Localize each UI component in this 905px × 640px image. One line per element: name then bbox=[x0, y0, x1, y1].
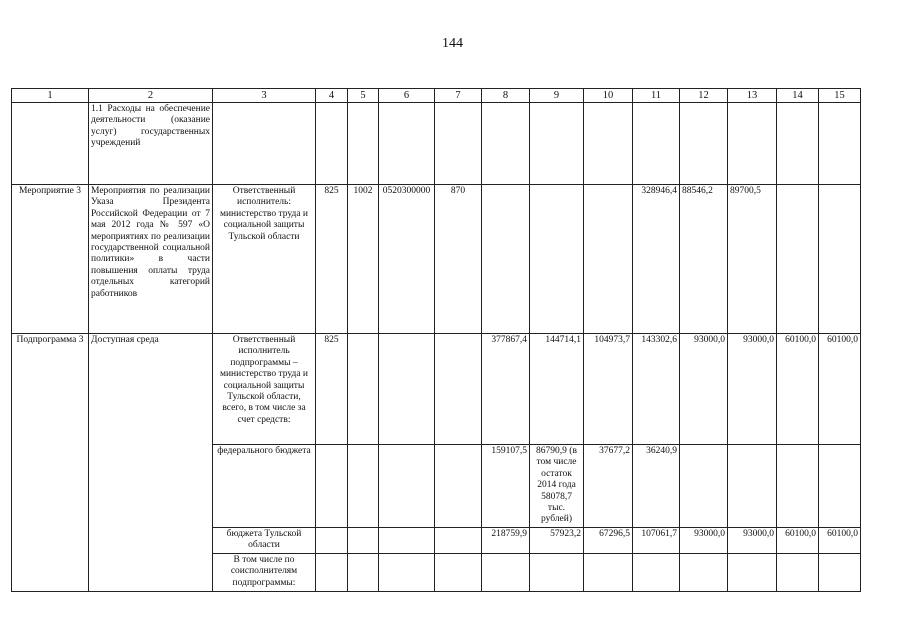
cell-c11: 143302,6 bbox=[633, 334, 680, 445]
table-row bbox=[12, 334, 861, 445]
cell-c10 bbox=[584, 185, 633, 334]
cell-c4 bbox=[316, 553, 348, 591]
cell-c9: 57923,2 bbox=[530, 527, 584, 553]
cell bbox=[680, 103, 728, 185]
cell-c4 bbox=[316, 445, 348, 528]
cell-c13: 93000,0 bbox=[728, 527, 777, 553]
subprogram-executor: Ответственный исполнитель подпрограммы – министерство труда и социальной защиты Тульской области, всего, в том числе за счет средств: bbox=[213, 334, 316, 445]
cell-c14 bbox=[777, 445, 819, 528]
column-header: 8 bbox=[482, 89, 530, 103]
cell bbox=[435, 103, 482, 185]
column-header: 12 bbox=[680, 89, 728, 103]
cell-c13: 89700,5 bbox=[728, 185, 777, 334]
column-header: 4 bbox=[316, 89, 348, 103]
cell-c11: 328946,4 bbox=[633, 185, 680, 334]
cell-c6 bbox=[379, 445, 435, 528]
cell-c7 bbox=[435, 334, 482, 445]
cell-c6 bbox=[379, 334, 435, 445]
cell bbox=[819, 103, 861, 185]
cell-c12 bbox=[680, 445, 728, 528]
cell-c8: 377867,4 bbox=[482, 334, 530, 445]
cell-c5 bbox=[348, 445, 379, 528]
column-number-row bbox=[12, 89, 861, 103]
row-name: 1.1 Расходы на обеспечение деятельности (оказание услуг) государственных учреждений bbox=[89, 103, 213, 185]
cell-c4: 825 bbox=[316, 185, 348, 334]
measure-executor: Ответственный исполнитель: министерство труда и социальной защиты Тульской области bbox=[213, 185, 316, 334]
funding-source: федерального бюджета bbox=[213, 445, 316, 528]
column-header: 6 bbox=[379, 89, 435, 103]
column-header: 9 bbox=[530, 89, 584, 103]
cell-c12 bbox=[680, 553, 728, 591]
cell bbox=[316, 103, 348, 185]
funding-source: бюджета Тульской области bbox=[213, 527, 316, 553]
cell bbox=[379, 103, 435, 185]
cell-c14: 60100,0 bbox=[777, 334, 819, 445]
cell bbox=[777, 103, 819, 185]
cell-c9 bbox=[530, 553, 584, 591]
cell-c12: 93000,0 bbox=[680, 334, 728, 445]
cell-c7 bbox=[435, 527, 482, 553]
cell bbox=[633, 103, 680, 185]
page-number: 144 bbox=[442, 36, 463, 51]
cell bbox=[530, 103, 584, 185]
column-header: 2 bbox=[89, 89, 213, 103]
cell-c5: 1002 bbox=[348, 185, 379, 334]
column-header: 1 bbox=[12, 89, 89, 103]
subprogram-name: Доступная среда bbox=[89, 334, 213, 592]
cell-c15: 60100,0 bbox=[819, 527, 861, 553]
cell-c4 bbox=[316, 527, 348, 553]
cell-c7 bbox=[435, 445, 482, 528]
cell-c15 bbox=[819, 553, 861, 591]
table-row bbox=[12, 103, 861, 185]
cell-c10: 67296,5 bbox=[584, 527, 633, 553]
cell-c13 bbox=[728, 445, 777, 528]
cell-c4: 825 bbox=[316, 334, 348, 445]
cell-c5 bbox=[348, 334, 379, 445]
cell-c15 bbox=[819, 445, 861, 528]
cell-c12: 88546,2 bbox=[680, 185, 728, 334]
column-header: 10 bbox=[584, 89, 633, 103]
cell-c8 bbox=[482, 185, 530, 334]
cell-c15: 60100,0 bbox=[819, 334, 861, 445]
cell bbox=[728, 103, 777, 185]
cell-c11 bbox=[633, 553, 680, 591]
column-header: 13 bbox=[728, 89, 777, 103]
budget-table bbox=[11, 88, 861, 592]
cell-c10: 104973,7 bbox=[584, 334, 633, 445]
cell-c13: 93000,0 bbox=[728, 334, 777, 445]
cell-c14 bbox=[777, 185, 819, 334]
cell-c6: 0520300000 bbox=[379, 185, 435, 334]
cell-c7 bbox=[435, 553, 482, 591]
subprogram-label: Подпрограмма 3 bbox=[12, 334, 89, 592]
column-header: 14 bbox=[777, 89, 819, 103]
cell bbox=[213, 103, 316, 185]
cell-c9: 144714,1 bbox=[530, 334, 584, 445]
cell-c10: 37677,2 bbox=[584, 445, 633, 528]
cell-c7: 870 bbox=[435, 185, 482, 334]
cell bbox=[348, 103, 379, 185]
cell-c11: 36240,9 bbox=[633, 445, 680, 528]
cell-c12: 93000,0 bbox=[680, 527, 728, 553]
measure-name: Мероприятия по реализации Указа Президента Российской Федерации от 7 мая 2012 года № 597 «О мероприятиях по реализации государственной социальной политики» в части повышения оплаты труда отдельных категорий работников bbox=[89, 185, 213, 334]
cell-c5 bbox=[348, 527, 379, 553]
cell bbox=[482, 103, 530, 185]
row-label-cell bbox=[12, 103, 89, 185]
cell-c11: 107061,7 bbox=[633, 527, 680, 553]
cell-c8 bbox=[482, 553, 530, 591]
cell-c15 bbox=[819, 185, 861, 334]
column-header: 5 bbox=[348, 89, 379, 103]
cell-c9 bbox=[530, 185, 584, 334]
cell-c6 bbox=[379, 553, 435, 591]
cell-c5 bbox=[348, 553, 379, 591]
cell bbox=[584, 103, 633, 185]
cell-c6 bbox=[379, 527, 435, 553]
measure-label: Мероприятие 3 bbox=[12, 185, 89, 334]
column-header: 7 bbox=[435, 89, 482, 103]
column-header: 15 bbox=[819, 89, 861, 103]
cell-c8: 159107,5 bbox=[482, 445, 530, 528]
cell-c9: 86790,9 (в том числе остаток 2014 года 58078,7 тыс. рублей) bbox=[530, 445, 584, 528]
column-header: 3 bbox=[213, 89, 316, 103]
cell-c13 bbox=[728, 553, 777, 591]
coexecutors-label: В том числе по соисполнителям подпрограммы: bbox=[213, 553, 316, 591]
cell-c10 bbox=[584, 553, 633, 591]
cell-c8: 218759,9 bbox=[482, 527, 530, 553]
cell-c14 bbox=[777, 553, 819, 591]
column-header: 11 bbox=[633, 89, 680, 103]
table-row bbox=[12, 185, 861, 334]
cell-c14: 60100,0 bbox=[777, 527, 819, 553]
